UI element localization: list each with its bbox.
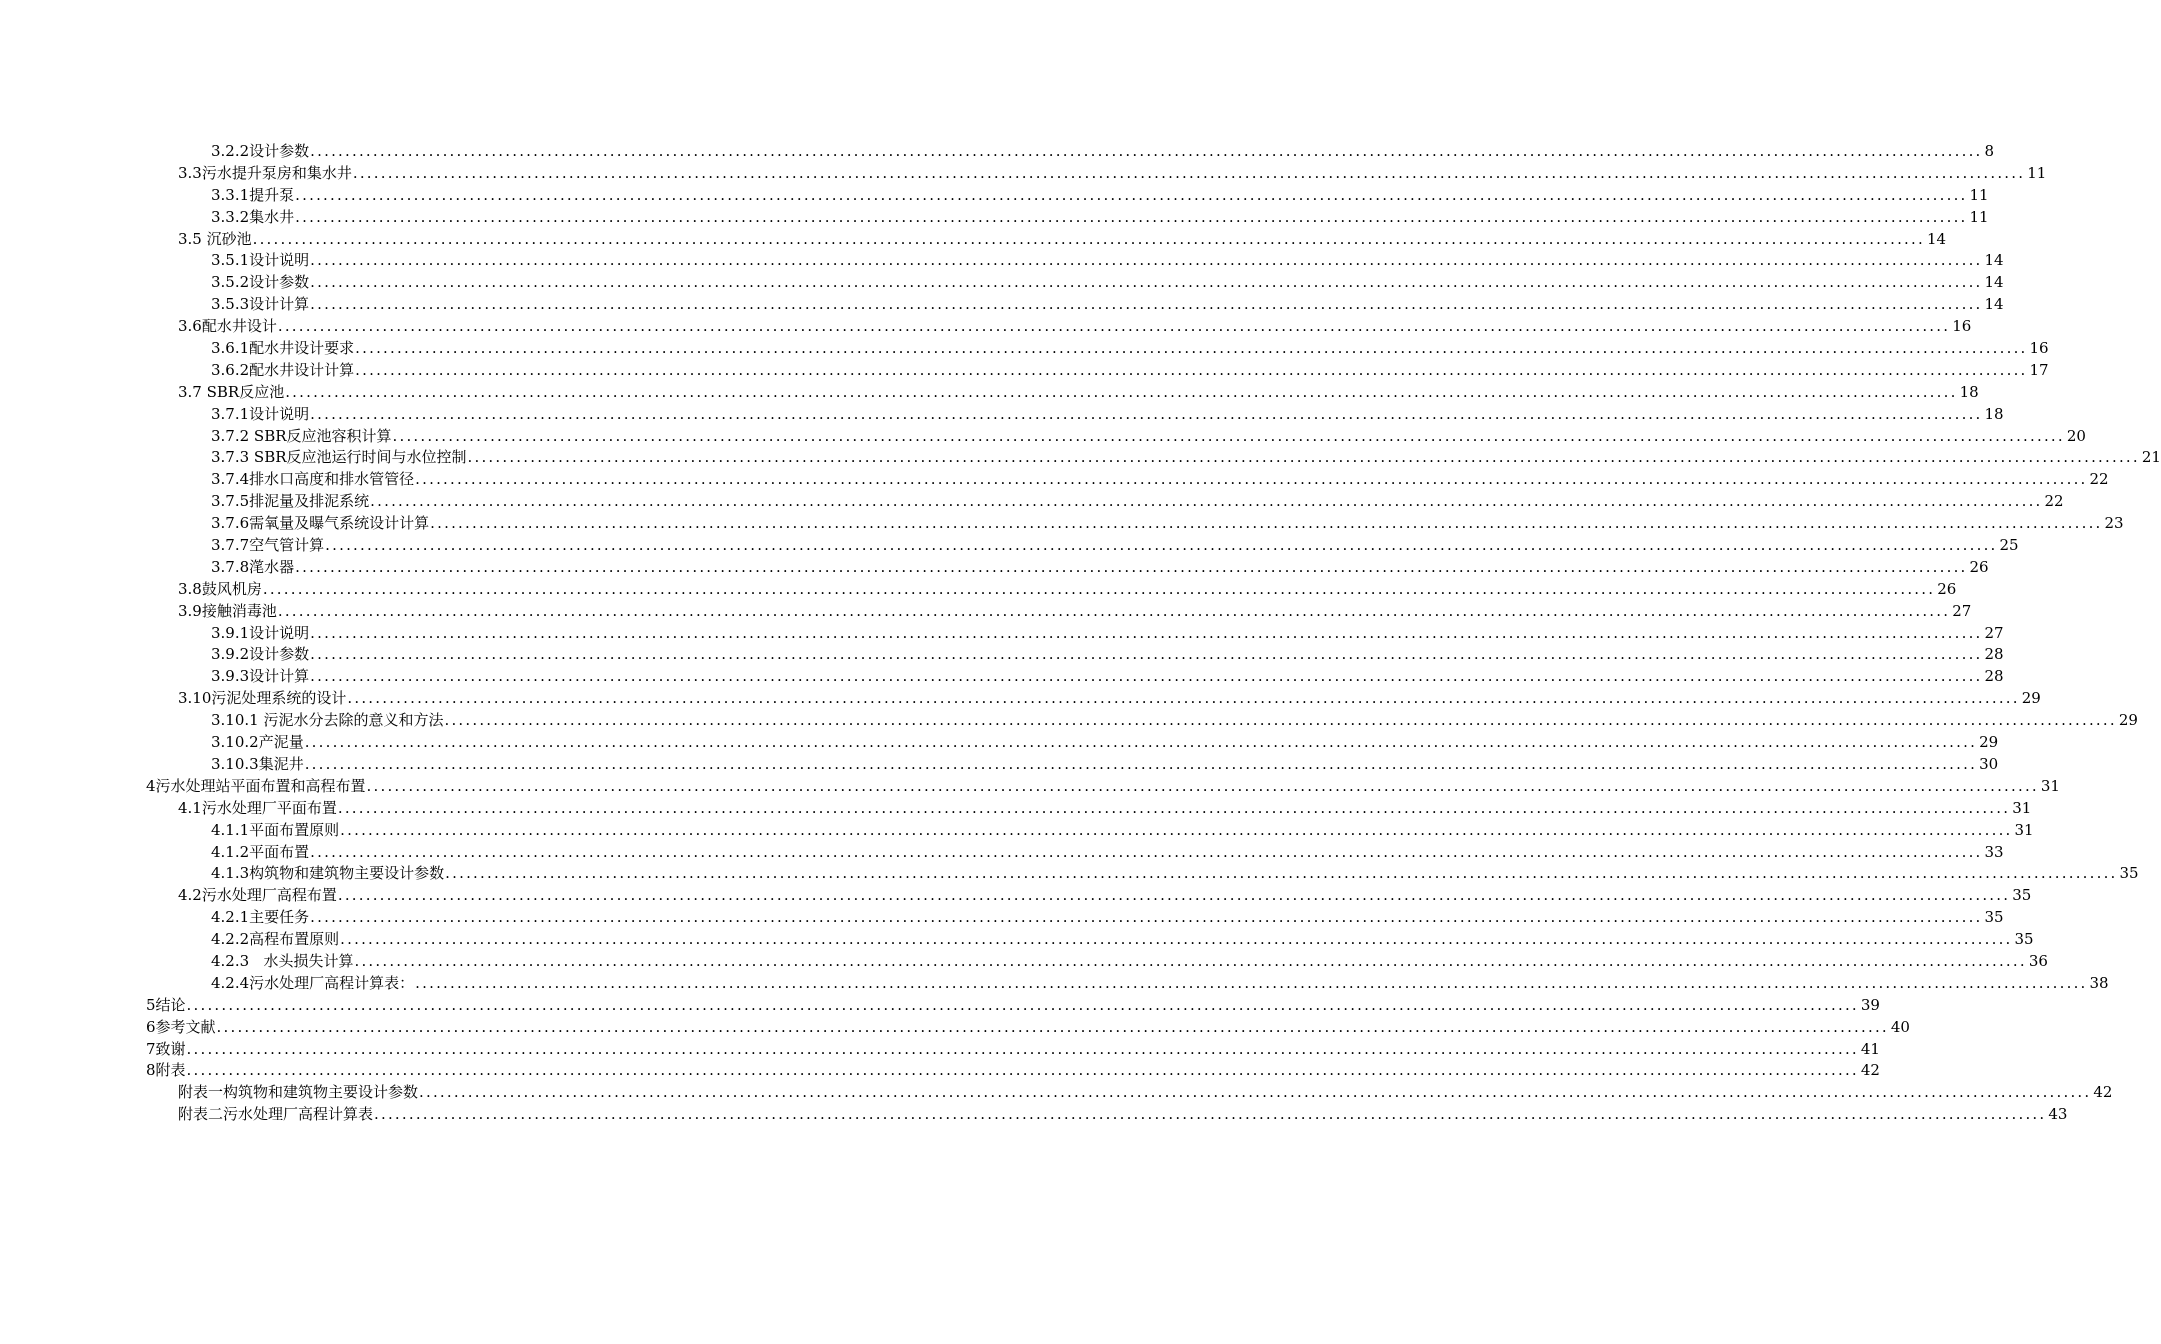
toc-entry[interactable]	[0, 1017, 1910, 1039]
toc-entry-line	[211, 732, 1999, 754]
toc-entry-title: 3.7.5排泥量及排泥系统	[211, 492, 370, 511]
toc-entry-line	[211, 513, 2124, 535]
toc-entry-line	[211, 404, 2004, 426]
toc-entry-title: 7致谢	[146, 1039, 186, 1058]
toc-page-number: 26	[1969, 557, 1989, 576]
toc-entry-title: 5结论	[146, 995, 186, 1014]
toc-entry[interactable]	[0, 973, 2109, 995]
toc-page-number: 11	[1969, 185, 1989, 204]
toc-dot-leader: ................................................................................................................................................................................................................................................	[310, 908, 1983, 927]
toc-entry[interactable]	[0, 601, 1972, 623]
toc-entry-line	[146, 995, 1880, 1017]
toc-entry-line	[211, 973, 2109, 995]
toc-dot-leader: ................................................................................................................................................................................................................................................	[295, 557, 1968, 576]
toc-dot-leader: ................................................................................................................................................................................................................................................	[310, 142, 1983, 160]
toc-dot-leader: ................................................................................................................................................................................................................................................	[310, 273, 1983, 292]
toc-dot-leader: ................................................................................................................................................................................................................................................	[310, 623, 1983, 642]
toc-page-number: 40	[1890, 1017, 1910, 1036]
toc-dot-leader: ................................................................................................................................................................................................................................................	[262, 579, 1936, 598]
toc-entry-title: 3.5 沉砂池	[178, 229, 252, 248]
toc-entry-line	[178, 163, 2047, 185]
toc-dot-leader: ................................................................................................................................................................................................................................................	[295, 207, 1968, 226]
toc-dot-leader: ................................................................................................................................................................................................................................................	[347, 689, 2020, 708]
toc-entry-title: 3.3.2集水井	[211, 207, 295, 226]
toc-entry-line	[146, 1017, 1910, 1039]
toc-entry[interactable]	[0, 250, 2004, 272]
toc-page-number: 35	[1984, 908, 2004, 927]
toc-entry[interactable]	[0, 229, 1947, 251]
toc-entry[interactable]	[0, 1060, 1880, 1082]
toc-page-number: 43	[2048, 1105, 2068, 1124]
toc-entry[interactable]	[0, 995, 1880, 1017]
toc-dot-leader: ................................................................................................................................................................................................................................................	[277, 317, 1951, 336]
toc-entry-line	[178, 382, 1979, 404]
toc-dot-leader: ................................................................................................................................................................................................................................................	[444, 711, 2117, 730]
toc-entry[interactable]	[0, 404, 2004, 426]
toc-page-number: 11	[2027, 163, 2047, 182]
toc-page-number: 14	[1984, 251, 2004, 270]
toc-entry-title: 3.5.1设计说明	[211, 251, 310, 270]
toc-entry-line	[178, 1082, 2113, 1104]
toc-dot-leader: ................................................................................................................................................................................................................................................	[352, 163, 2026, 182]
toc-dot-leader: ................................................................................................................................................................................................................................................	[340, 930, 2013, 949]
toc-entry-title: 3.7.2 SBR反应池容积计算	[211, 426, 392, 445]
toc-entry-title: 4.1污水处理厂平面布置	[178, 798, 337, 817]
toc-entry-line	[211, 557, 1989, 579]
toc-entry[interactable]	[0, 360, 2049, 382]
toc-dot-leader: ................................................................................................................................................................................................................................................	[186, 1061, 1859, 1080]
toc-entry-title: 4.1.3构筑物和建筑物主要设计参数	[211, 864, 445, 883]
toc-entry[interactable]	[0, 185, 1989, 207]
toc-entry[interactable]	[0, 535, 2019, 557]
toc-entry-title: 3.2.2设计参数	[211, 142, 310, 160]
toc-dot-leader: ................................................................................................................................................................................................................................................	[216, 1017, 1889, 1036]
toc-entry-line	[211, 272, 2004, 294]
toc-entry-title: 3.3污水提升泵房和集水井	[178, 163, 352, 182]
toc-entry-title: 附表一构筑物和建筑物主要设计参数	[178, 1083, 419, 1102]
toc-entry-line	[178, 316, 1972, 338]
toc-entry-title: 3.10.1 污泥水分去除的意义和方法	[211, 711, 444, 730]
toc-dot-leader: ................................................................................................................................................................................................................................................	[310, 404, 1983, 423]
toc-page-number: 29	[2118, 711, 2138, 730]
toc-page-number: 26	[1937, 579, 1957, 598]
toc-page-number: 41	[1860, 1039, 1880, 1058]
toc-page-number: 20	[2066, 426, 2086, 445]
toc-dot-leader: ................................................................................................................................................................................................................................................	[186, 995, 1859, 1014]
toc-dot-leader: ................................................................................................................................................................................................................................................	[186, 1039, 1859, 1058]
toc-entry-title: 3.6.1配水井设计要求	[211, 339, 355, 358]
toc-page-number: 42	[2093, 1083, 2113, 1102]
toc-entry-line	[211, 623, 2004, 645]
toc-page-number: 21	[2141, 448, 2161, 467]
toc-dot-leader: ................................................................................................................................................................................................................................................	[415, 973, 2088, 992]
toc-entry-line	[211, 447, 2161, 469]
toc-entry-title: 4.2.3 水头损失计算	[211, 951, 354, 970]
toc-entry[interactable]	[0, 557, 1989, 579]
toc-page-number: 14	[1984, 273, 2004, 292]
toc-entry[interactable]	[0, 842, 2004, 864]
toc-entry-line	[178, 601, 1972, 623]
toc-entry[interactable]	[0, 579, 1957, 601]
toc-page-number: 35	[2014, 930, 2034, 949]
toc-dot-leader: ................................................................................................................................................................................................................................................	[366, 776, 2039, 795]
toc-page-number: 35	[2119, 864, 2139, 883]
toc-entry[interactable]	[0, 294, 2004, 316]
toc-page-number: 31	[2012, 798, 2032, 817]
toc-dot-leader: ................................................................................................................................................................................................................................................	[445, 864, 2118, 883]
toc-entry[interactable]	[0, 163, 2047, 185]
toc-dot-leader: ................................................................................................................................................................................................................................................	[370, 492, 2043, 511]
toc-dot-leader: ................................................................................................................................................................................................................................................	[430, 514, 2103, 533]
toc-page-number: 14	[1926, 229, 1947, 248]
toc-dot-leader: ................................................................................................................................................................................................................................................	[310, 295, 1983, 314]
toc-dot-leader: ................................................................................................................................................................................................................................................	[419, 1083, 2092, 1102]
toc-entry-title: 3.7.1设计说明	[211, 404, 310, 423]
toc-entry-line	[211, 754, 1999, 776]
toc-entry[interactable]	[0, 316, 1972, 338]
toc-page-number: 14	[1984, 295, 2004, 314]
toc-entry-line	[211, 666, 2004, 688]
toc-entry-title: 4.2.4污水处理厂高程计算表：	[211, 973, 415, 992]
toc-entry-title: 3.8鼓风机房	[178, 579, 262, 598]
toc-dot-leader: ................................................................................................................................................................................................................................................	[467, 448, 2140, 467]
toc-dot-leader: ................................................................................................................................................................................................................................................	[252, 229, 1925, 248]
toc-entry-line	[211, 185, 1989, 207]
toc-entry-title: 3.10污泥处理系统的设计	[178, 689, 347, 708]
toc-page-number: 38	[2089, 973, 2109, 992]
toc-entry[interactable]	[0, 798, 2032, 820]
toc-entry-line	[211, 535, 2019, 557]
toc-entry[interactable]	[0, 272, 2004, 294]
toc-entry[interactable]	[0, 447, 2161, 469]
toc-page-number: 31	[2014, 820, 2034, 839]
toc-entry[interactable]	[0, 491, 2064, 513]
toc-entry-line	[211, 426, 2086, 448]
toc-entry-line	[211, 820, 2034, 842]
toc-entry-title: 附表二污水处理厂高程计算表	[178, 1105, 374, 1124]
toc-entry-title: 3.3.1提升泵	[211, 185, 295, 204]
toc-entry-title: 4.1.1平面布置原则	[211, 820, 340, 839]
toc-page-number: 17	[2029, 360, 2049, 379]
toc-entry[interactable]	[0, 1039, 1880, 1061]
toc-entry-title: 3.9.2设计参数	[211, 645, 310, 664]
toc-entry[interactable]	[0, 710, 2138, 732]
toc-entry-line	[178, 1104, 2068, 1126]
toc-dot-leader: ................................................................................................................................................................................................................................................	[354, 951, 2027, 970]
toc-entry[interactable]	[0, 666, 2004, 688]
toc-entry-title: 3.6.2配水井设计计算	[211, 360, 355, 379]
toc-dot-leader: ................................................................................................................................................................................................................................................	[337, 886, 2011, 905]
toc-page-number: 16	[2029, 339, 2049, 358]
toc-entry-line	[211, 360, 2049, 382]
toc-entry[interactable]	[0, 951, 2048, 973]
toc-entry-title: 3.5.2设计参数	[211, 273, 310, 292]
toc-page-number: 31	[2040, 776, 2060, 795]
toc-entry-line	[178, 798, 2032, 820]
toc-entry-title: 4.1.2平面布置	[211, 842, 310, 861]
toc-entry-line	[211, 907, 2004, 929]
toc-dot-leader: ................................................................................................................................................................................................................................................	[277, 601, 1951, 620]
toc-entry[interactable]	[0, 1104, 2068, 1126]
toc-entry-title: 3.9.3设计计算	[211, 667, 310, 686]
toc-entry[interactable]	[0, 623, 2004, 645]
toc-dot-leader: ................................................................................................................................................................................................................................................	[355, 360, 2028, 379]
toc-dot-leader: ................................................................................................................................................................................................................................................	[337, 798, 2011, 817]
toc-entry[interactable]	[0, 1082, 2113, 1104]
toc-page-number: 23	[2104, 514, 2124, 533]
toc-entry[interactable]	[0, 688, 2041, 710]
toc-entry[interactable]	[0, 426, 2086, 448]
toc-entry-title: 6参考文献	[146, 1017, 216, 1036]
toc-entry-line	[211, 929, 2034, 951]
toc-entry[interactable]	[0, 929, 2034, 951]
toc-page-number: 27	[1952, 601, 1972, 620]
toc-entry-title: 3.10.2产泥量	[211, 733, 304, 752]
toc-page-number: 36	[2028, 951, 2048, 970]
toc-page-number: 27	[1984, 623, 2004, 642]
toc-entry-title: 4.2污水处理厂高程布置	[178, 886, 337, 905]
toc-entry-title: 3.7.8滗水器	[211, 557, 295, 576]
toc-entry[interactable]	[0, 907, 2004, 929]
toc-entry-title: 3.9接触消毒池	[178, 601, 277, 620]
toc-page-number: 18	[1984, 404, 2004, 423]
toc-entry[interactable]	[0, 732, 1999, 754]
toc-entry-title: 3.5.3设计计算	[211, 295, 310, 314]
toc-entry-title: 3.7.6需氧量及曝气系统设计计算	[211, 514, 430, 533]
toc-dot-leader: ................................................................................................................................................................................................................................................	[355, 339, 2028, 358]
toc-page-number: 8	[1984, 142, 1995, 160]
toc-page-number: 28	[1984, 667, 2004, 686]
toc-entry-line	[178, 688, 2041, 710]
toc-page-number: 42	[1860, 1061, 1880, 1080]
toc-page-number: 25	[1999, 536, 2019, 555]
toc-entry-title: 4.2.1主要任务	[211, 908, 310, 927]
toc-entry-title: 3.9.1设计说明	[211, 623, 310, 642]
toc-entry[interactable]	[0, 141, 1995, 163]
toc-dot-leader: ................................................................................................................................................................................................................................................	[310, 645, 1983, 664]
toc-entry-title: 3.7.7空气管计算	[211, 536, 325, 555]
toc-dot-leader: ................................................................................................................................................................................................................................................	[304, 754, 1978, 773]
toc-dot-leader: ................................................................................................................................................................................................................................................	[304, 733, 1978, 752]
toc-entry-line	[211, 842, 2004, 864]
toc-entry-line	[211, 250, 2004, 272]
toc-entry[interactable]	[0, 820, 2034, 842]
toc-page-number: 22	[2044, 492, 2064, 511]
toc-entry-line	[211, 863, 2139, 885]
toc-entry-line	[211, 951, 2048, 973]
toc-entry-line	[211, 644, 2004, 666]
toc-entry[interactable]	[0, 513, 2124, 535]
toc-page-number: 22	[2089, 470, 2109, 489]
toc-entry[interactable]	[0, 776, 2060, 798]
toc-entry[interactable]	[0, 754, 1999, 776]
toc-entry-title: 3.7.3 SBR反应池运行时间与水位控制	[211, 448, 467, 467]
toc-dot-leader: ................................................................................................................................................................................................................................................	[295, 185, 1968, 204]
toc-entry-line	[211, 469, 2109, 491]
toc-entry-line	[211, 710, 2138, 732]
toc-page-number: 29	[1979, 733, 1999, 752]
toc-entry-line	[146, 776, 2060, 798]
toc-entry-title: 4.2.2高程布置原则	[211, 930, 340, 949]
toc-entry-line	[178, 579, 1957, 601]
toc-dot-leader: ................................................................................................................................................................................................................................................	[415, 470, 2088, 489]
toc-dot-leader: ................................................................................................................................................................................................................................................	[285, 382, 1958, 401]
toc-dot-leader: ................................................................................................................................................................................................................................................	[310, 251, 1983, 270]
toc-entry-line	[146, 1060, 1880, 1082]
toc-entry-title: 3.7 SBR反应池	[178, 382, 285, 401]
toc-entry-line	[211, 338, 2049, 360]
toc-entry-line	[211, 207, 1989, 229]
toc-dot-leader: ................................................................................................................................................................................................................................................	[392, 426, 2065, 445]
toc-page-number: 29	[2021, 689, 2041, 708]
toc-entry-line	[211, 294, 2004, 316]
toc-entry-line	[178, 229, 1947, 251]
toc-page-number: 33	[1984, 842, 2004, 861]
toc-page-number: 18	[1959, 382, 1979, 401]
toc-entry[interactable]	[0, 382, 1979, 404]
toc-entry[interactable]	[0, 644, 2004, 666]
toc-entry-title: 3.6配水井设计	[178, 317, 277, 336]
toc-entry-line	[211, 491, 2064, 513]
toc-entry-title: 3.7.4排水口高度和排水管管径	[211, 470, 415, 489]
toc-page-number: 30	[1979, 754, 1999, 773]
toc-entry-title: 8附表	[146, 1061, 186, 1080]
toc-entry-title: 3.10.3集泥井	[211, 754, 304, 773]
toc-entry[interactable]	[0, 338, 2049, 360]
toc-page-number: 11	[1969, 207, 1989, 226]
toc-entry-line	[211, 141, 1995, 163]
toc-dot-leader: ................................................................................................................................................................................................................................................	[310, 667, 1983, 686]
toc-entry[interactable]	[0, 885, 2032, 907]
toc-dot-leader: ................................................................................................................................................................................................................................................	[325, 536, 1998, 555]
toc-dot-leader: ................................................................................................................................................................................................................................................	[310, 842, 1983, 861]
toc-page-number: 16	[1952, 317, 1972, 336]
toc-entry-title: 4污水处理站平面布置和高程布置	[146, 776, 366, 795]
toc-dot-leader: ................................................................................................................................................................................................................................................	[340, 820, 2013, 839]
toc-entry-line	[178, 885, 2032, 907]
toc-page-number: 28	[1984, 645, 2004, 664]
toc-page-number: 35	[2012, 886, 2032, 905]
toc-entry[interactable]	[0, 863, 2139, 885]
toc-entry-line	[146, 1039, 1880, 1061]
toc-entry[interactable]	[0, 207, 1989, 229]
toc-page-number: 39	[1860, 995, 1880, 1014]
table-of-contents	[0, 141, 2161, 1126]
toc-dot-leader: ................................................................................................................................................................................................................................................	[374, 1105, 2047, 1124]
toc-entry[interactable]	[0, 469, 2109, 491]
